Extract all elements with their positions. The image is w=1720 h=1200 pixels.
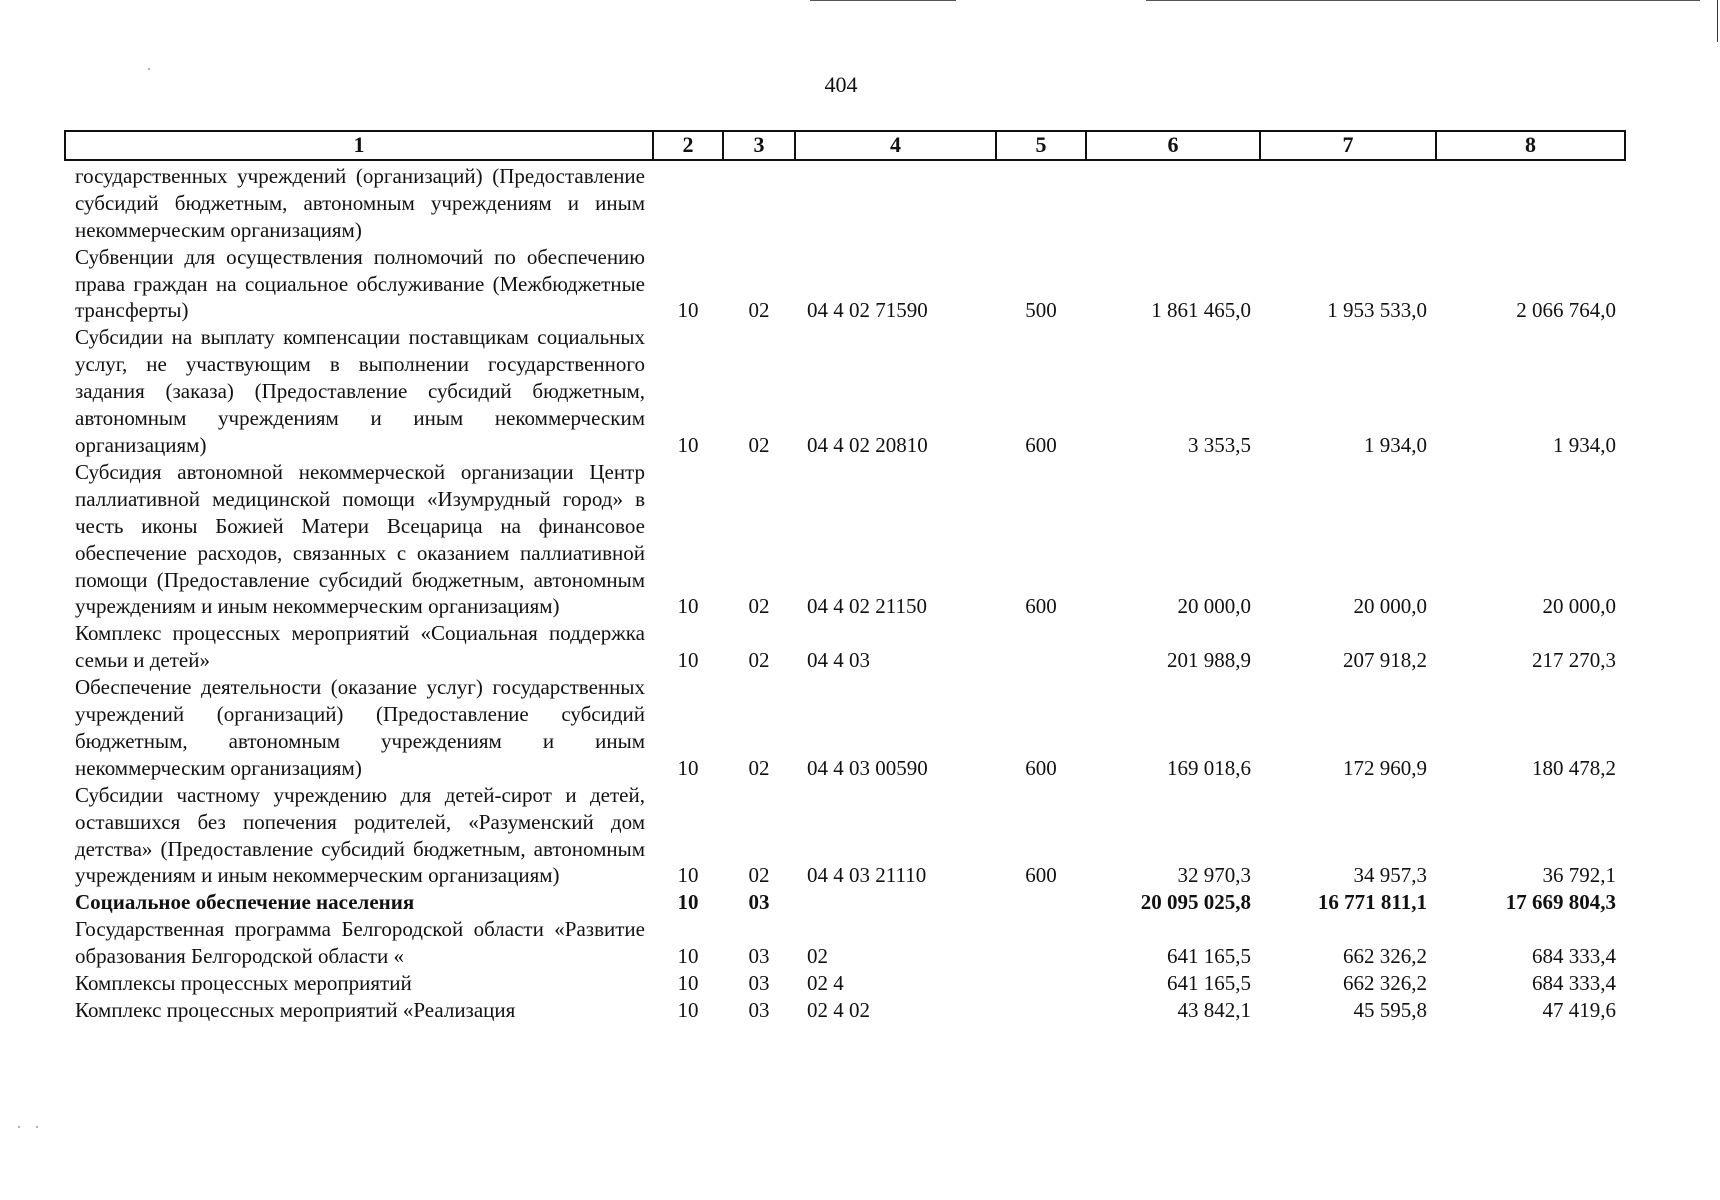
expense-type-code: 600 [1025, 594, 1057, 619]
subsection-code: 03 [748, 890, 770, 915]
table-row [65, 674, 1625, 782]
expense-type-code: 500 [1025, 298, 1057, 323]
target-article-code: 04 4 03 [807, 648, 870, 673]
amount-col-6: 641 165,5 [1167, 944, 1251, 969]
header-row [65, 131, 1625, 160]
amount-col-7: 1 934,0 [1364, 432, 1427, 457]
target-article-code [795, 160, 996, 244]
row-name: Комплексы процессных мероприятий [75, 971, 412, 996]
top-rule-left [810, 0, 956, 1]
row-name: Субсидия автономной некоммерческой организации Центр паллиативной медицинской помощи «Изумрудный город» в честь иконы Божией Матери Всецарица на финансовое обеспечение расходов, связанных с оказанием паллиативной помощи (Предоставление субсидий бюджетным, автономным учреждениям и иным некоммерческим организациям) [75, 459, 645, 619]
target-article-code: 02 [807, 944, 828, 969]
section-code: 10 [677, 298, 699, 323]
table-row [65, 997, 1625, 1024]
row-name: Комплекс процессных мероприятий «Социальная поддержка семьи и детей» [75, 621, 645, 673]
amount-col-7: 20 000,0 [1353, 594, 1427, 619]
section-code: 10 [677, 432, 699, 457]
section-code: 10 [677, 971, 699, 996]
top-rule-right [1146, 0, 1700, 1]
header-cell: 7 [1260, 131, 1436, 160]
amount-col-6: 641 165,5 [1167, 971, 1251, 996]
expense-type-code [996, 160, 1086, 244]
page-number: 404 [824, 72, 858, 97]
amount-col-8: 20 000,0 [1542, 594, 1616, 619]
header-cell: 8 [1436, 131, 1625, 160]
scan-speck [18, 1126, 20, 1128]
expense-type-code [996, 970, 1086, 997]
table-row [65, 970, 1625, 997]
row-name: Социальное обеспечение населения [75, 890, 415, 915]
header-cell: 2 [653, 131, 723, 160]
subsection-code [723, 160, 795, 244]
header-cell: 1 [65, 131, 653, 160]
amount-col-8: 684 333,4 [1532, 971, 1616, 996]
target-article-code: 04 4 03 21110 [807, 863, 927, 888]
section-code: 10 [677, 755, 699, 780]
section-code: 10 [677, 998, 699, 1022]
row-name: Комплекс процессных мероприятий «Реализация [75, 998, 516, 1022]
amount-col-6: 3 353,5 [1188, 432, 1251, 457]
subsection-code: 02 [748, 863, 770, 888]
amount-col-8: 17 669 804,3 [1505, 890, 1616, 915]
table-body [65, 160, 1625, 1024]
amount-col-6: 20 095 025,8 [1140, 890, 1251, 915]
amount-col-8: 47 419,6 [1542, 998, 1616, 1022]
expense-type-code [996, 889, 1086, 916]
section-code: 10 [677, 944, 699, 969]
amount-col-6: 169 018,6 [1167, 755, 1251, 780]
amount-col-6: 1 861 465,0 [1151, 298, 1251, 323]
subsection-code: 03 [748, 971, 770, 996]
table-row [65, 244, 1625, 325]
section-code: 10 [677, 594, 699, 619]
scan-speck [148, 68, 150, 70]
subsection-code: 03 [748, 998, 770, 1022]
table-row [65, 160, 1625, 244]
amount-col-7: 34 957,3 [1353, 863, 1427, 888]
row-name: государственных учреждений (организаций) (Предоставление субсидий бюджетным, автономным учреждениям и иным некоммерческим организациям) [75, 163, 645, 242]
row-name: Субсидии на выплату компенсации поставщикам социальных услуг, не участвующим в выполнении государственного задания (заказа) (Предоставление субсидий бюджетным, автономным учреждениям и иным некоммерческим организациям) [75, 325, 645, 457]
row-name: Субсидии частному учреждению для детей-сирот и детей, оставшихся без попечения родителей, «Разуменский дом детства» (Предоставление субсидий бюджетным, автономным учреждениям и иным некоммерческим организациям) [75, 782, 645, 888]
amount-col-7: 16 771 811,1 [1317, 890, 1427, 915]
amount-col-6: 43 842,1 [1177, 998, 1251, 1022]
table-row [65, 620, 1625, 674]
table-row [65, 889, 1625, 916]
expense-type-code [996, 916, 1086, 970]
subsection-code: 02 [748, 298, 770, 323]
subsection-code: 02 [748, 755, 770, 780]
expense-type-code: 600 [1025, 755, 1057, 780]
table-row [65, 782, 1625, 890]
amount-col-8: 180 478,2 [1532, 755, 1616, 780]
amount-col-8 [1436, 160, 1625, 244]
amount-col-7: 1 953 533,0 [1327, 298, 1427, 323]
amount-col-7: 207 918,2 [1343, 648, 1427, 673]
amount-col-8: 2 066 764,0 [1516, 298, 1616, 323]
expense-type-code: 600 [1025, 863, 1057, 888]
target-article-code: 04 4 02 20810 [807, 432, 928, 457]
amount-col-8: 36 792,1 [1542, 863, 1616, 888]
section-code [653, 160, 723, 244]
target-article-code: 04 4 02 71590 [807, 298, 928, 323]
amount-col-7: 172 960,9 [1343, 755, 1427, 780]
expense-type-code [996, 620, 1086, 674]
section-code: 10 [677, 863, 699, 888]
amount-col-7: 45 595,8 [1353, 998, 1427, 1022]
target-article-code: 04 4 02 21150 [807, 594, 927, 619]
section-code: 10 [677, 648, 699, 673]
edge-line [1717, 0, 1718, 42]
target-article-code [795, 889, 996, 916]
table-row [65, 916, 1625, 970]
target-article-code: 02 4 02 [807, 998, 870, 1022]
budget-table [64, 130, 1626, 1024]
amount-col-8: 1 934,0 [1553, 432, 1616, 457]
header-cell: 3 [723, 131, 795, 160]
table-row [65, 324, 1625, 459]
target-article-code: 02 4 [807, 971, 844, 996]
amount-col-6: 20 000,0 [1177, 594, 1251, 619]
header-cell: 6 [1086, 131, 1260, 160]
subsection-code: 02 [748, 432, 770, 457]
scan-speck [36, 1126, 38, 1128]
subsection-code: 03 [748, 944, 770, 969]
amount-col-6 [1086, 160, 1260, 244]
amount-col-7 [1260, 160, 1436, 244]
amount-col-6: 32 970,3 [1177, 863, 1251, 888]
header-cell: 4 [795, 131, 996, 160]
row-name: Субвенции для осуществления полномочий по обеспечению права граждан на социальное обслуживание (Межбюджетные трансферты) [75, 244, 645, 323]
row-name: Обеспечение деятельности (оказание услуг) государственных учреждений (организаций) (Предоставление субсидий бюджетным, автономным учреждениям и иным некоммерческим организациям) [75, 675, 645, 780]
amount-col-8: 684 333,4 [1532, 944, 1616, 969]
row-name: Государственная программа Белгородской области «Развитие образования Белгородской области « [75, 917, 645, 969]
amount-col-7: 662 326,2 [1343, 944, 1427, 969]
subsection-code: 02 [748, 594, 770, 619]
expense-type-code: 600 [1025, 432, 1057, 457]
target-article-code: 04 4 03 00590 [807, 755, 928, 780]
amount-col-7: 662 326,2 [1343, 971, 1427, 996]
amount-col-8: 217 270,3 [1532, 648, 1616, 673]
section-code: 10 [677, 890, 699, 915]
table-row [65, 459, 1625, 620]
expense-type-code [996, 997, 1086, 1024]
subsection-code: 02 [748, 648, 770, 673]
amount-col-6: 201 988,9 [1167, 648, 1251, 673]
header-cell: 5 [996, 131, 1086, 160]
